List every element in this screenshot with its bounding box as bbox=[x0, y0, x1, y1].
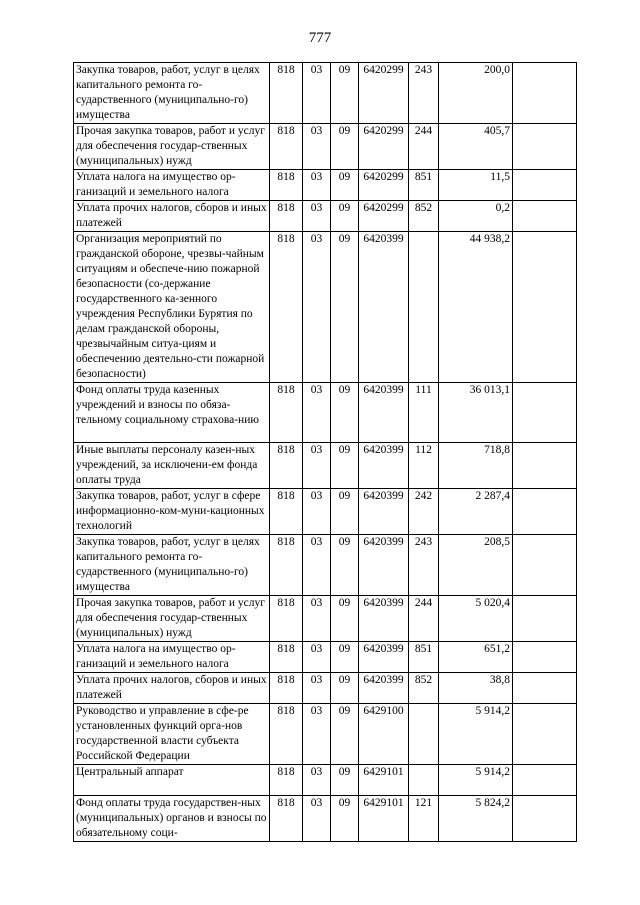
row-name: Уплата налога на имущество ор-ганизаций и земельного налога bbox=[74, 642, 270, 673]
row-sum: 11,5 bbox=[439, 170, 513, 201]
row-ved: 818 bbox=[270, 383, 303, 443]
row-extra bbox=[513, 642, 577, 673]
row-sum: 5 914,2 bbox=[439, 765, 513, 796]
row-name: Уплата прочих налогов, сборов и иных платежей bbox=[74, 673, 270, 704]
row-name: Уплата налога на имущество ор-ганизаций и земельного налога bbox=[74, 170, 270, 201]
row-csr: 6429101 bbox=[359, 796, 409, 842]
row-csr: 6420399 bbox=[359, 535, 409, 596]
row-ved: 818 bbox=[270, 765, 303, 796]
table-row bbox=[74, 489, 577, 535]
row-extra bbox=[513, 673, 577, 704]
row-sum: 0,2 bbox=[439, 201, 513, 232]
row-ved: 818 bbox=[270, 596, 303, 642]
row-vr: 851 bbox=[409, 642, 439, 673]
row-name: Фонд оплаты труда государствен-ных (муниципальных) органов и взносы по обязательному соци- bbox=[74, 796, 270, 842]
row-rz: 03 bbox=[303, 63, 331, 124]
row-vr: 112 bbox=[409, 443, 439, 489]
row-ved: 818 bbox=[270, 796, 303, 842]
row-sum: 38,8 bbox=[439, 673, 513, 704]
row-rz: 03 bbox=[303, 704, 331, 765]
row-sum: 36 013,1 bbox=[439, 383, 513, 443]
row-csr: 6420399 bbox=[359, 443, 409, 489]
row-csr: 6429101 bbox=[359, 765, 409, 796]
row-vr: 851 bbox=[409, 170, 439, 201]
row-rz: 03 bbox=[303, 765, 331, 796]
row-csr: 6420299 bbox=[359, 63, 409, 124]
table-row bbox=[74, 170, 577, 201]
row-pr: 09 bbox=[331, 443, 359, 489]
row-rz: 03 bbox=[303, 443, 331, 489]
row-rz: 03 bbox=[303, 796, 331, 842]
row-csr: 6420399 bbox=[359, 383, 409, 443]
row-pr: 09 bbox=[331, 673, 359, 704]
row-extra bbox=[513, 124, 577, 170]
row-name: Закупка товаров, работ, услуг в целях капитального ремонта го-сударственного (муниципально-го) имущества bbox=[74, 535, 270, 596]
budget-table bbox=[73, 62, 577, 842]
row-csr: 6420399 bbox=[359, 642, 409, 673]
row-sum: 5 020,4 bbox=[439, 596, 513, 642]
table-row bbox=[74, 63, 577, 124]
row-vr: 852 bbox=[409, 201, 439, 232]
row-sum: 405,7 bbox=[439, 124, 513, 170]
row-vr bbox=[409, 232, 439, 383]
row-csr: 6429100 bbox=[359, 704, 409, 765]
table-row bbox=[74, 796, 577, 842]
row-rz: 03 bbox=[303, 201, 331, 232]
row-ved: 818 bbox=[270, 170, 303, 201]
table-row bbox=[74, 765, 577, 796]
row-extra bbox=[513, 63, 577, 124]
row-sum: 651,2 bbox=[439, 642, 513, 673]
row-sum: 2 287,4 bbox=[439, 489, 513, 535]
row-pr: 09 bbox=[331, 63, 359, 124]
row-rz: 03 bbox=[303, 535, 331, 596]
row-pr: 09 bbox=[331, 596, 359, 642]
row-rz: 03 bbox=[303, 170, 331, 201]
row-extra bbox=[513, 383, 577, 443]
row-extra bbox=[513, 489, 577, 535]
row-extra bbox=[513, 704, 577, 765]
row-sum: 5 824,2 bbox=[439, 796, 513, 842]
row-name: Прочая закупка товаров, работ и услуг для обеспечения государ-ственных (муниципальных) нужд bbox=[74, 596, 270, 642]
page-number: 777 bbox=[308, 30, 332, 46]
row-rz: 03 bbox=[303, 124, 331, 170]
row-csr: 6420399 bbox=[359, 232, 409, 383]
row-vr: 243 bbox=[409, 63, 439, 124]
row-ved: 818 bbox=[270, 642, 303, 673]
row-ved: 818 bbox=[270, 443, 303, 489]
row-pr: 09 bbox=[331, 232, 359, 383]
row-vr bbox=[409, 704, 439, 765]
table-row bbox=[74, 124, 577, 170]
row-csr: 6420399 bbox=[359, 489, 409, 535]
table-row bbox=[74, 232, 577, 383]
row-rz: 03 bbox=[303, 642, 331, 673]
table-row bbox=[74, 704, 577, 765]
row-rz: 03 bbox=[303, 383, 331, 443]
row-ved: 818 bbox=[270, 63, 303, 124]
row-ved: 818 bbox=[270, 489, 303, 535]
row-pr: 09 bbox=[331, 383, 359, 443]
row-ved: 818 bbox=[270, 704, 303, 765]
row-name: Руководство и управление в сфе-ре установленных функций орга-нов государственной власти субъекта Российской Федерации bbox=[74, 704, 270, 765]
row-vr: 242 bbox=[409, 489, 439, 535]
row-pr: 09 bbox=[331, 535, 359, 596]
row-rz: 03 bbox=[303, 232, 331, 383]
row-sum: 44 938,2 bbox=[439, 232, 513, 383]
row-pr: 09 bbox=[331, 124, 359, 170]
row-ved: 818 bbox=[270, 535, 303, 596]
row-extra bbox=[513, 535, 577, 596]
row-extra bbox=[513, 201, 577, 232]
row-pr: 09 bbox=[331, 201, 359, 232]
row-name: Закупка товаров, работ, услуг в целях капитального ремонта го-сударственного (муниципально-го) имущества bbox=[74, 63, 270, 124]
row-vr: 852 bbox=[409, 673, 439, 704]
table-row bbox=[74, 596, 577, 642]
table-row bbox=[74, 201, 577, 232]
row-vr: 244 bbox=[409, 124, 439, 170]
row-pr: 09 bbox=[331, 170, 359, 201]
row-pr: 09 bbox=[331, 704, 359, 765]
row-name: Центральный аппарат bbox=[74, 765, 270, 796]
row-extra bbox=[513, 596, 577, 642]
row-name: Фонд оплаты труда казенных учреждений и взносы по обяза-тельному социальному страхова-нию bbox=[74, 383, 270, 443]
row-csr: 6420299 bbox=[359, 201, 409, 232]
row-ved: 818 bbox=[270, 201, 303, 232]
row-rz: 03 bbox=[303, 673, 331, 704]
row-vr bbox=[409, 765, 439, 796]
row-csr: 6420399 bbox=[359, 673, 409, 704]
row-extra bbox=[513, 796, 577, 842]
table-row bbox=[74, 383, 577, 443]
row-extra bbox=[513, 232, 577, 383]
table-body bbox=[74, 63, 577, 842]
row-name: Уплата прочих налогов, сборов и иных платежей bbox=[74, 201, 270, 232]
row-sum: 208,5 bbox=[439, 535, 513, 596]
row-vr: 243 bbox=[409, 535, 439, 596]
row-ved: 818 bbox=[270, 124, 303, 170]
table-row bbox=[74, 443, 577, 489]
table-row bbox=[74, 673, 577, 704]
row-ved: 818 bbox=[270, 232, 303, 383]
row-ved: 818 bbox=[270, 673, 303, 704]
row-pr: 09 bbox=[331, 642, 359, 673]
row-csr: 6420299 bbox=[359, 124, 409, 170]
row-name: Закупка товаров, работ, услуг в сфере информационно-ком-муни-кационных технологий bbox=[74, 489, 270, 535]
row-name: Прочая закупка товаров, работ и услуг для обеспечения государ-ственных (муниципальных) нужд bbox=[74, 124, 270, 170]
row-name: Организация мероприятий по гражданской обороне, чрезвы-чайным ситуациям и обеспече-нию пожарной безопасности (со-держание государственного ка-зенного учреждения Республики Бурятия по делам гражданской обороны, чрезвычайным ситуа-циям и обеспечению деятельно-сти пожарной безопасности) bbox=[74, 232, 270, 383]
row-pr: 09 bbox=[331, 765, 359, 796]
row-extra bbox=[513, 443, 577, 489]
row-pr: 09 bbox=[331, 489, 359, 535]
row-extra bbox=[513, 765, 577, 796]
table-row bbox=[74, 642, 577, 673]
table-row bbox=[74, 535, 577, 596]
row-name: Иные выплаты персоналу казен-ных учреждений, за исключени-ем фонда оплаты труда bbox=[74, 443, 270, 489]
row-sum: 200,0 bbox=[439, 63, 513, 124]
row-vr: 244 bbox=[409, 596, 439, 642]
row-sum: 5 914,2 bbox=[439, 704, 513, 765]
row-vr: 111 bbox=[409, 383, 439, 443]
row-sum: 718,8 bbox=[439, 443, 513, 489]
row-rz: 03 bbox=[303, 489, 331, 535]
row-csr: 6420299 bbox=[359, 170, 409, 201]
row-rz: 03 bbox=[303, 596, 331, 642]
row-csr: 6420399 bbox=[359, 596, 409, 642]
row-pr: 09 bbox=[331, 796, 359, 842]
row-extra bbox=[513, 170, 577, 201]
row-vr: 121 bbox=[409, 796, 439, 842]
